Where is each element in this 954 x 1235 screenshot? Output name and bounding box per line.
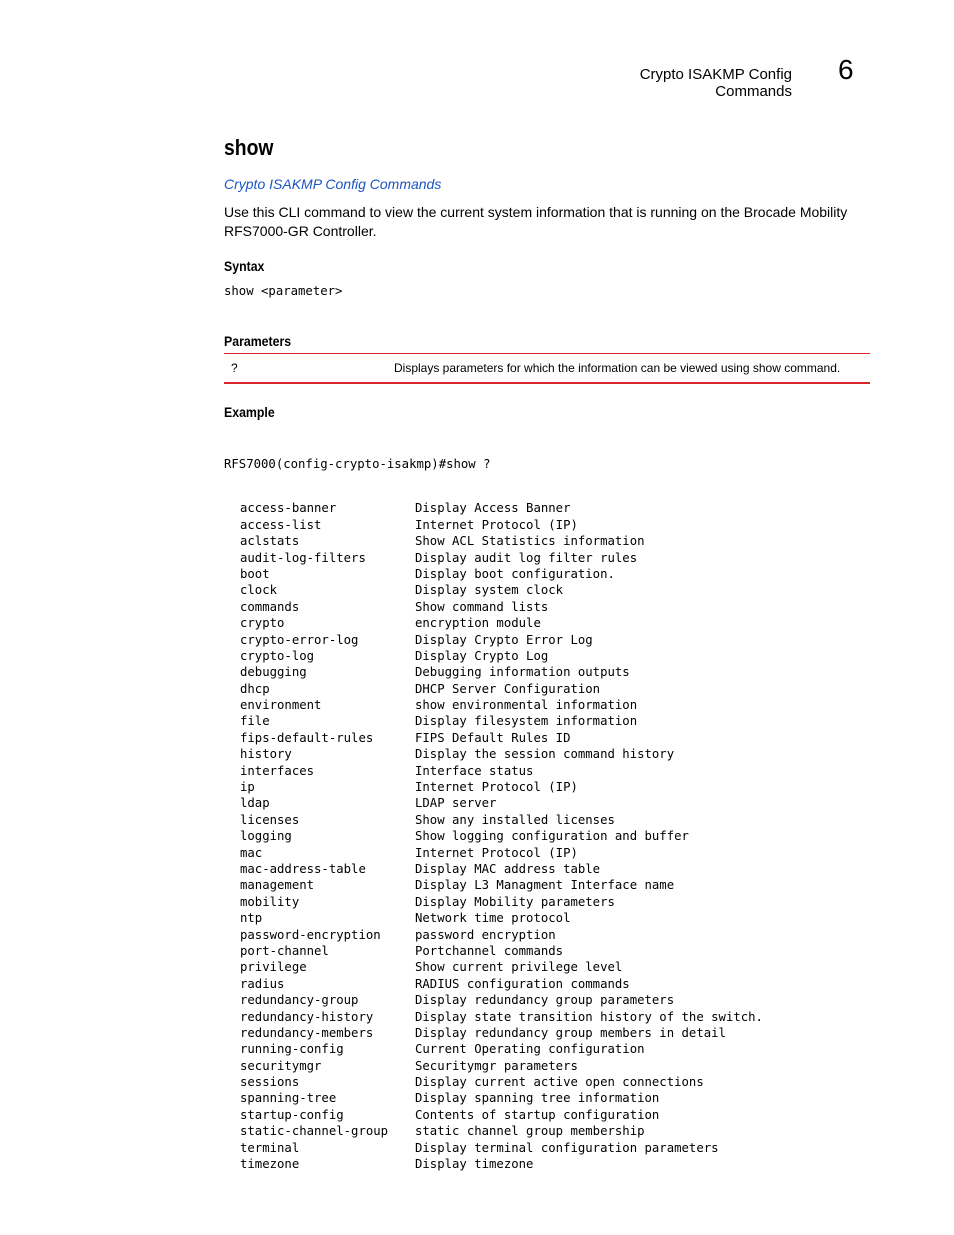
code-option-name: securitymgr [240,1058,322,1073]
section-title: show [224,135,274,160]
code-option-description: Network time protocol [415,911,571,926]
running-header-title: Crypto ISAKMP Config Commands [639,66,792,100]
code-row [224,1156,870,1172]
code-option-name: spanning-tree [240,1091,337,1106]
code-option-description: Display system clock [415,583,564,598]
code-option-name: mac [240,845,263,860]
parameters-heading: Parameters [224,333,292,349]
code-row [224,992,870,1008]
code-row [224,779,870,795]
code-option-name: terminal [240,1140,300,1155]
code-row [224,828,870,844]
code-option-description: Display Mobility parameters [415,894,615,909]
code-option-name: clock [240,583,278,598]
code-option-description: Display Crypto Error Log [415,632,593,647]
code-option-description: Show logging configuration and buffer [415,829,689,844]
code-row [224,894,870,910]
code-row [224,959,870,975]
code-option-name: redundancy-group [240,993,359,1008]
code-row [224,550,870,566]
code-row [224,697,870,713]
code-row [224,1074,870,1090]
example-heading: Example [224,404,275,420]
code-option-description: Debugging information outputs [415,665,630,680]
code-option-description: Show current privilege level [415,960,623,975]
code-row [224,664,870,680]
code-option-description: Display redundancy group parameters [415,993,675,1008]
code-option-description: Display state transition history of the switch. [415,1009,763,1024]
example-code-block [224,428,870,1172]
code-option-description: DHCP Server Configuration [415,681,601,696]
code-row [224,632,870,648]
code-row [224,845,870,861]
code-option-description: show environmental information [415,698,638,713]
code-option-name: password-encryption [240,927,381,942]
code-row [224,500,870,516]
code-option-description: Display Access Banner [415,501,571,516]
code-option-name: redundancy-history [240,1009,374,1024]
code-option-description: Show command lists [415,599,549,614]
code-option-name: sessions [240,1075,300,1090]
code-option-description: password encryption [415,927,556,942]
code-option-description: RADIUS configuration commands [415,976,630,991]
code-option-description: Interface status [415,763,534,778]
code-option-name: audit-log-filters [240,550,366,565]
code-row [224,795,870,811]
code-option-name: running-config [240,1042,344,1057]
code-option-description: Display redundancy group members in detail [415,1025,726,1040]
code-option-name: debugging [240,665,307,680]
code-option-description: Display MAC address table [415,861,601,876]
parent-section-link[interactable]: Crypto ISAKMP Config Commands [224,176,442,192]
code-option-description: Display terminal configuration parameters [415,1140,719,1155]
code-row [224,517,870,533]
code-option-name: management [240,878,315,893]
code-option-description: Internet Protocol (IP) [415,845,578,860]
parameter-name: ? [231,361,238,375]
code-option-description: Contents of startup configuration [415,1107,660,1122]
code-row [224,730,870,746]
code-option-name: port-channel [240,943,329,958]
code-option-name: file [240,714,270,729]
code-option-description: Display Crypto Log [415,648,549,663]
code-option-name: access-banner [240,501,337,516]
code-row [224,615,870,631]
code-row [224,713,870,729]
code-row [224,533,870,549]
main-content [224,134,870,1172]
code-option-name: crypto-error-log [240,632,359,647]
code-row [224,681,870,697]
code-row [224,927,870,943]
code-row [224,877,870,893]
code-option-name: commands [240,599,300,614]
code-option-name: privilege [240,960,307,975]
intro-paragraph: Use this CLI command to view the current system information that is running on the Brocade Mobility RFS7000-GR Controller. [224,204,848,239]
code-option-description: Show ACL Statistics information [415,534,645,549]
code-option-name: environment [240,698,322,713]
code-option-name: ldap [240,796,270,811]
code-row [224,1058,870,1074]
code-option-description: Internet Protocol (IP) [415,780,578,795]
code-option-name: ip [240,780,255,795]
code-row [224,1123,870,1139]
parameter-description: Displays parameters for which the information can be viewed using show command. [394,361,841,375]
code-option-name: access-list [240,517,322,532]
code-option-name: mac-address-table [240,861,366,876]
code-option-name: aclstats [240,534,300,549]
code-option-name: radius [240,976,285,991]
syntax-heading: Syntax [224,258,265,274]
code-row [224,746,870,762]
code-row [224,648,870,664]
code-option-name: ntp [240,911,263,926]
chapter-number: 6 [838,54,854,85]
code-option-description: Display timezone [415,1157,534,1172]
code-option-description: Display L3 Managment Interface name [415,878,675,893]
code-row [224,763,870,779]
code-option-name: crypto [240,616,285,631]
code-option-description: static channel group membership [415,1124,645,1139]
code-option-description: LDAP server [415,796,497,811]
code-option-description: encryption module [415,616,541,631]
parameters-table [224,353,870,384]
code-option-description: Display spanning tree information [415,1091,660,1106]
code-row [224,1140,870,1156]
code-option-name: mobility [240,894,300,909]
code-option-description: Display current active open connections [415,1075,704,1090]
code-option-description: FIPS Default Rules ID [415,730,571,745]
code-row [224,1107,870,1123]
code-option-name: crypto-log [240,648,315,663]
code-option-name: interfaces [240,763,315,778]
code-row [224,976,870,992]
code-row [224,1041,870,1057]
code-option-description: Securitymgr parameters [415,1058,578,1073]
code-option-description: Show any installed licenses [415,812,615,827]
code-row [224,812,870,828]
code-row [224,943,870,959]
code-row [224,1090,870,1106]
syntax-command: show <parameter> [224,284,343,298]
code-option-name: timezone [240,1157,300,1172]
code-option-description: Internet Protocol (IP) [415,517,578,532]
code-option-name: history [240,747,292,762]
example-command-line: RFS7000(config-crypto-isakmp)#show ? [224,457,491,471]
code-row [224,861,870,877]
code-option-description: Portchannel commands [415,943,564,958]
code-option-name: static-channel-group [240,1124,389,1139]
code-row [224,1025,870,1041]
code-row [224,599,870,615]
code-row [224,1009,870,1025]
code-option-description: Display filesystem information [415,714,638,729]
code-row [224,566,870,582]
code-option-name: boot [240,566,270,581]
code-option-name: logging [240,829,292,844]
code-option-description: Current Operating configuration [415,1042,645,1057]
code-option-name: dhcp [240,681,270,696]
code-option-name: redundancy-members [240,1025,374,1040]
code-option-name: fips-default-rules [240,730,374,745]
code-row [224,582,870,598]
code-option-name: licenses [240,812,300,827]
code-option-description: Display boot configuration. [415,566,615,581]
code-option-description: Display the session command history [415,747,675,762]
code-option-name: startup-config [240,1107,344,1122]
code-row [224,910,870,926]
code-option-description: Display audit log filter rules [415,550,638,565]
